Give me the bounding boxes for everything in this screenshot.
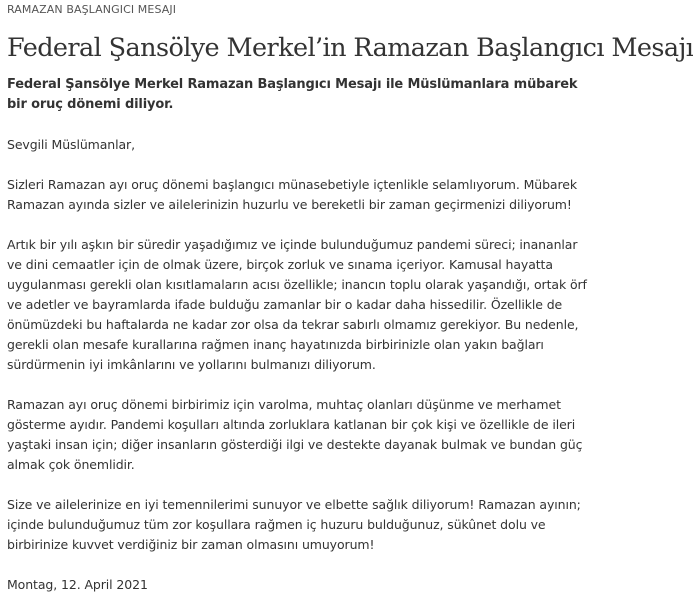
article-lead: Federal Şansölye Merkel Ramazan Başlangıcı Mesajı ile Müslümanlara mübarek bir oruç dönemi diliyor. xyxy=(7,77,578,112)
article-title: Federal Şansölye Merkel’in Ramazan Başlangıcı Mesajı xyxy=(7,33,693,63)
body-paragraph: Size ve ailelerinize en iyi temennilerimi sunuyor ve elbette sağlık diliyorum! Ramazan ayının; içinde bulunduğumuz tüm zor koşullara rağmen iç huzuru bulduğunuz, sükûnet dolu ve birbirinize kuvvet verdiğiniz bir zaman olmasını umuyorum! xyxy=(7,497,581,552)
body-paragraph: Ramazan ayı oruç dönemi birbirimiz için varolma, muhtaç olanları düşünme ve merhamet gösterme ayıdır. Pandemi koşulları altında zorluklara katlanan bir çok kişi ve özellikle de ileri yaştaki insan için; diğer insanların gösterdiği ilgi ve destekte dayanak bulmak ve bundan güç almak çok önemlidir. xyxy=(7,397,583,472)
body-paragraph: Sizleri Ramazan ayı oruç dönemi başlangıcı münasebetiyle içtenlikle selamlıyorum. Mübarek Ramazan ayında sizler ve ailelerinizin huzurlu ve bereketli bir zaman geçirmenizi diliyorum! xyxy=(7,177,577,212)
greeting: Sevgili Müslümanlar, xyxy=(7,137,135,152)
body-paragraph: Artık bir yılı aşkın bir süredir yaşadığımız ve içinde bulunduğumuz pandemi süreci; inananlar ve dini cemaatler için de olmak üzere, birçok zorluk ve sınama içeriyor. Kamusal hayatta uygulanması gerekli olan kısıtlamaların acısı özellikle; inancın toplu olarak yaşandığı, ortak örf ve adetler ve bayramlarda ifade bulduğu zamanlar bir o kadar daha hissedilir. Özellikle de önümüzdeki bu haftalarda ne kadar zor olsa da tekrar sabırlı olmamız gerekiyor. Bu nedenle, gerekli olan mesafe kurallarına rağmen inanç hayatınızda birbirinizle olan yakın bağları sürdürmenin iyi imkânlarını ve yollarını bulmanızı diliyorum. xyxy=(7,237,587,372)
article-dateline: Montag, 12. April 2021 xyxy=(7,577,148,592)
article-kicker: RAMAZAN BAŞLANGICI MESAJI xyxy=(7,3,177,16)
